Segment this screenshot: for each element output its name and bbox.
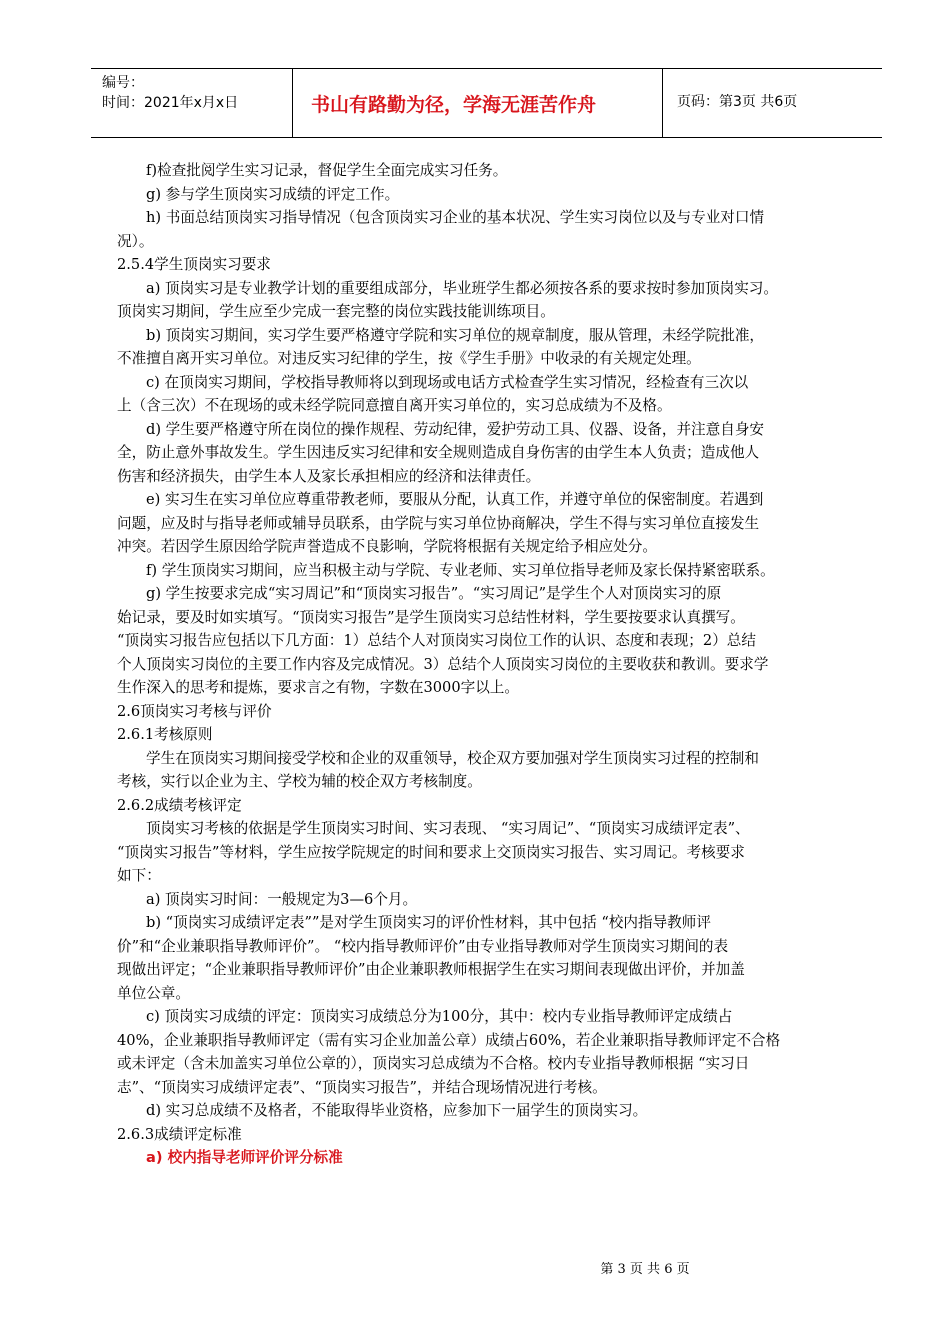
page-header <box>91 68 882 138</box>
text-line: a) 顶岗实习时间：一般规定为3—6个月。 <box>146 890 418 908</box>
text-line: 2.6.3成绩评定标准 <box>117 1125 242 1143</box>
text-line: c) 在顶岗实习期间，学校指导教师将以到现场或电话方式检查学生实习情况，经检查有三次以 <box>146 373 749 391</box>
text-line: f)检查批阅学生实习记录，督促学生全面完成实习任务。 <box>146 162 508 179</box>
text-line: 始记录，要及时如实填写。“顶岗实习报告”是学生顶岗实习总结性材料，学生要按要求认真撰写。 <box>117 608 745 626</box>
code-label: 编号： <box>102 75 144 91</box>
text-line: 单位公章。 <box>117 984 190 1002</box>
text-line: 全，防止意外事故发生。学生因违反实习纪律和安全规则造成自身伤害的由学生本人负责；造成他人 <box>117 444 760 461</box>
page-number-label: 页码：第3页 共6页 <box>677 94 798 110</box>
text-line: 上（含三次）不在现场的或未经学院同意擅自离开实习单位的，实习总成绩为不及格。 <box>117 397 672 414</box>
motto-text: 书山有路勤为径，学海无涯苦作舟 <box>311 94 597 116</box>
header-meta-cell <box>91 69 293 137</box>
text-line: f) 学生顶岗实习期间，应当积极主动与学院、专业老师、实习单位指导老师及家长保持紧密联系。 <box>146 561 775 579</box>
text-line: 价”和“企业兼职指导教师评价”。 “校内指导教师评价”由专业指导教师对学生顶岗实习期间的表 <box>117 937 729 955</box>
time-label: 时间：2021年x月x日 <box>102 95 239 111</box>
text-line: 40%，企业兼职指导教师评定（需有实习企业加盖公章）成绩占60%，若企业兼职指导教师评定不合格 <box>117 1031 781 1049</box>
document-body <box>117 159 862 1170</box>
text-line: 如下： <box>117 867 161 884</box>
text-line: 2.6.2成绩考核评定 <box>117 796 242 814</box>
text-line: 现做出评定；“企业兼职指导教师评价”由企业兼职教师根据学生在实习期间表现做出评价，并加盖 <box>117 961 745 978</box>
text-line: b) “顶岗实习成绩评定表””是对学生顶岗实习的评价性材料，其中包括 “校内指导教师评 <box>146 914 711 931</box>
text-line: 或未评定（含未加盖实习单位公章的），顶岗实习总成绩为不合格。校内专业指导教师根据 “实习日 <box>117 1055 750 1072</box>
header-motto-cell <box>293 69 663 137</box>
text-line: 2.6.1考核原则 <box>117 726 213 743</box>
text-line: 伤害和经济损失，由学生本人及家长承担相应的经济和法律责任。 <box>117 467 541 485</box>
text-line: 考核，实行以企业为主、学校为辅的校企双方考核制度。 <box>117 773 482 790</box>
text-line: 顶岗实习期间，学生应至少完成一套完整的岗位实践技能训练项目。 <box>117 303 555 320</box>
text-line: d) 实习总成绩不及格者，不能取得毕业资格，应参加下一届学生的顶岗实习。 <box>146 1102 648 1119</box>
text-line: c) 顶岗实习成绩的评定：顶岗实习成绩总分为100分，其中：校内专业指导教师评定成绩占 <box>146 1008 733 1025</box>
text-line: 2.5.4学生顶岗实习要求 <box>117 256 271 273</box>
text-line: 学生在顶岗实习期间接受学校和企业的双重领导，校企双方要加强对学生顶岗实习过程的控制和 <box>146 749 759 767</box>
text-line: 顶岗实习考核的依据是学生顶岗实习时间、实习表现、 “实习周记”、“顶岗实习成绩评定表”、 <box>146 820 750 837</box>
text-line: 生作深入的思考和提炼，要求言之有物，字数在3000字以上。 <box>117 679 519 696</box>
text-line: “顶岗实习报告应包括以下几方面：1）总结个人对顶岗实习岗位工作的认识、态度和表现；2）总结 <box>117 632 756 649</box>
text-line: “顶岗实习报告”等材料，学生应按学院规定的时间和要求上交顶岗实习报告、实习周记。考核要求 <box>117 843 745 861</box>
text-line: b) 顶岗实习期间，实习学生要严格遵守学院和实习单位的规章制度，服从管理，未经学院批准， <box>146 326 765 344</box>
text-line: 不准擅自离开实习单位。对违反实习纪律的学生，按《学生手册》中收录的有关规定处理。 <box>117 350 701 367</box>
text-line: 志”、“顶岗实习成绩评定表”、“顶岗实习报告”，并结合现场情况进行考核。 <box>117 1078 607 1096</box>
text-line: h) 书面总结顶岗实习指导情况（包含顶岗实习企业的基本状况、学生实习岗位以及与专业对口情 <box>146 209 765 226</box>
text-line: e) 实习生在实习单位应尊重带教老师，要服从分配，认真工作，并遵守单位的保密制度。若遇到 <box>146 491 764 508</box>
text-line: 问题，应及时与指导老师或辅导员联系，由学院与实习单位协商解决，学生不得与实习单位直接发生 <box>117 514 760 532</box>
text-line: g) 参与学生顶岗实习成绩的评定工作。 <box>146 185 400 203</box>
text-line: 2.6顶岗实习考核与评价 <box>117 702 272 720</box>
text-line: a) 顶岗实习是专业教学计划的重要组成部分，毕业班学生都必须按各系的要求按时参加顶岗实习。 <box>146 279 778 297</box>
text-line: 况）。 <box>117 232 154 250</box>
text-line: g) 学生按要求完成“实习周记”和“顶岗实习报告”。“实习周记”是学生个人对顶岗实习的原 <box>146 585 722 602</box>
page-footer: 第 3 页 共 6 页 <box>600 1262 690 1277</box>
section-heading-highlight: a) 校内指导老师评价评分标准 <box>146 1149 343 1166</box>
text-line: 冲突。若因学生原因给学院声誉造成不良影响，学院将根据有关规定给予相应处分。 <box>117 538 657 555</box>
text-line: 个人顶岗实习岗位的主要工作内容及完成情况。3）总结个人顶岗实习岗位的主要收获和教训。要求学 <box>117 655 769 673</box>
header-page-cell <box>663 69 882 137</box>
text-line: d) 学生要严格遵守所在岗位的操作规程、劳动纪律，爱护劳动工具、仪器、设备，并注意自身安 <box>146 420 765 438</box>
